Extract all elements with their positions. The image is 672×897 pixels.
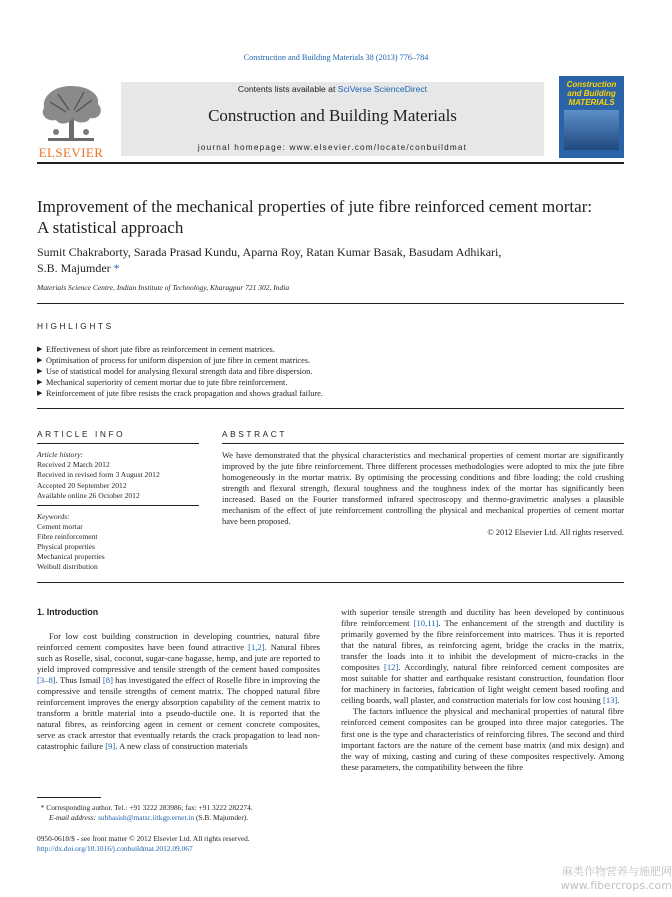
citation-link[interactable]: [9] bbox=[105, 741, 116, 752]
contents-prefix: Contents lists available at bbox=[237, 84, 338, 94]
highlights-heading: HIGHLIGHTS bbox=[37, 321, 114, 331]
sciencedirect-link[interactable]: SciVerse ScienceDirect bbox=[337, 84, 428, 94]
keyword: Mechanical properties bbox=[37, 551, 105, 561]
highlight-item bbox=[37, 344, 627, 355]
divider bbox=[37, 582, 624, 583]
journal-cover bbox=[559, 76, 624, 158]
highlight-item bbox=[37, 355, 627, 366]
divider bbox=[37, 505, 199, 506]
text-run: . A new class of construction materials bbox=[115, 741, 248, 752]
paragraph bbox=[37, 631, 320, 753]
history-item: Received in revised form 3 August 2012 bbox=[37, 470, 160, 480]
highlight-text: Optimisation of process for uniform dispersion of jute fibre in cement matrices. bbox=[46, 356, 311, 365]
keywords-label: Keywords: bbox=[37, 512, 70, 521]
keyword: Fibre reinforcement bbox=[37, 531, 98, 541]
homepage-line bbox=[121, 143, 544, 152]
journal-header-box bbox=[121, 82, 544, 156]
article-title-line-2: A statistical approach bbox=[37, 218, 184, 237]
body-column-right bbox=[341, 607, 624, 773]
citation-link[interactable]: [1,2] bbox=[248, 642, 265, 653]
article-history bbox=[37, 450, 207, 501]
abstract-heading: ABSTRACT bbox=[222, 429, 288, 439]
issn-line: 0950-0618/$ - see front matter © 2012 Elsevier Ltd. All rights reserved. bbox=[37, 834, 250, 843]
affiliation: Materials Science Centre, Indian Institute of Technology, Kharagpur 721 302, India bbox=[37, 283, 290, 292]
body-column-left bbox=[37, 631, 320, 753]
homepage-url[interactable]: www.elsevier.com/locate/conbuildmat bbox=[289, 143, 468, 152]
contents-line bbox=[121, 84, 544, 94]
watermark bbox=[544, 865, 672, 893]
journal-reference[interactable]: Construction and Building Materials 38 (2013) 776–784 bbox=[243, 53, 429, 62]
history-item: Received 2 March 2012 bbox=[37, 460, 110, 470]
cover-title: Construction and Building MATERIALS bbox=[566, 80, 617, 107]
divider bbox=[37, 443, 199, 444]
text-run: with superior tensile strength and ductility has been developed by continuous fibre reinforcement bbox=[341, 607, 624, 629]
triangle-bullet-icon: ▶ bbox=[37, 356, 43, 364]
highlight-item bbox=[37, 366, 627, 377]
keyword: Weibull distribution bbox=[37, 561, 98, 571]
abstract-text: We have demonstrated that the physical characteristics and mechanical properties of cement mortar are significantly improved by the jute fibre reinforcement. Three different processes methodologies were adopted to mix the jute fibre homogeneously in the mortar matrix. By optimising the processing conditions and fibre loading; the cold crushing strength and flexural strength, flexural toughness and the toughness index of the mortar has significantly been increased. Based on the Fourier transformed infrared spectroscopy and thermo-gravimetric analyses a plausible mechanism of the effect of jute reinforcement controlling the physical and mechanical properties of cement mortar have been proposed. bbox=[222, 451, 624, 526]
homepage-prefix: journal homepage: bbox=[197, 143, 290, 152]
highlight-text: Mechanical superiority of cement mortar due to jute fibre reinforcement. bbox=[46, 378, 288, 387]
citation-link[interactable]: [13] bbox=[602, 695, 618, 706]
copyright-line: © 2012 Elsevier Ltd. All rights reserved. bbox=[487, 528, 624, 537]
keyword: Physical properties bbox=[37, 541, 95, 551]
text-run: has investigated the effect of Roselle fibre in improving the compressive and tensile strengths of cement matrix. The chopped natural fibre reinforcement improves the energy absorption capability of the cement matrix to transform a brittle material into a pseudo-ductile one. It is reported that the natural fibres, as reinforcing agent in cement or cement concrete composites, serve as crack arrestor that eventually retards the crack propagation to lead non-catastrophic failure bbox=[37, 675, 321, 752]
paragraph bbox=[341, 607, 624, 706]
keywords bbox=[37, 512, 207, 571]
citation-link[interactable]: [3–8] bbox=[37, 675, 56, 686]
triangle-bullet-icon: ▶ bbox=[37, 345, 43, 353]
triangle-bullet-icon: ▶ bbox=[37, 378, 43, 386]
triangle-bullet-icon: ▶ bbox=[37, 389, 43, 397]
publisher-wordmark: ELSEVIER bbox=[38, 145, 104, 160]
history-item: Available online 26 October 2012 bbox=[37, 490, 140, 500]
tree-icon bbox=[36, 82, 106, 144]
email-link[interactable]: subhasish@matsc.iitkgp.ernet.in bbox=[98, 813, 195, 822]
divider bbox=[222, 443, 624, 444]
footnote-mark: * bbox=[40, 803, 45, 812]
paragraph: The factors influence the physical and mechanical properties of natural fibre reinforced cement composites can be grouped into three major categories. The first one is the type and characteristics of reinforcing fibres. The second and third important factors are the nature of the cement base matrix (and mix design) and the way of mixing, casting and curing of these composites respectively. Among these parameters, the compatibility between the fibre bbox=[341, 706, 624, 772]
triangle-bullet-icon: ▶ bbox=[37, 367, 43, 375]
journal-title: Construction and Building Materials bbox=[208, 106, 457, 125]
footnote-rule bbox=[37, 797, 101, 798]
article-info-heading: ARTICLE INFO bbox=[37, 429, 126, 439]
text-run: . Natural fibres such as Roselle, sisal, coconut, sugar-cane bagasse, hemp, and jute are reported to yield improved compressive and tensile strength of the cement based composites bbox=[37, 642, 320, 675]
citation-link[interactable]: [10,11] bbox=[413, 618, 439, 629]
divider bbox=[37, 303, 624, 304]
history-label: Article history: bbox=[37, 450, 84, 459]
citation-link[interactable]: [8] bbox=[102, 675, 113, 686]
highlight-text: Reinforcement of jute fibre resists the crack propagation and shows gradual failure. bbox=[46, 389, 323, 398]
history-item: Accepted 20 September 2012 bbox=[37, 480, 127, 490]
divider bbox=[37, 408, 624, 409]
elsevier-logo bbox=[36, 82, 106, 162]
watermark-line-2: www.fibercrops.com bbox=[560, 879, 672, 892]
text-run: . Thus Ismail bbox=[55, 675, 103, 686]
text-run: For low cost building construction in developing countries, natural fibre reinforced cement composites have been found attractive bbox=[37, 631, 320, 653]
text-run: . Accordingly, natural fibre reinforced cement composites are most suitable for shatter and earthquake resistant construction, foundation floor for machinery in factories, fabrication of light weight cement based roofing and ceiling boards, wall plaster, and construction materials for low cost housing bbox=[341, 662, 624, 706]
highlight-item bbox=[37, 388, 627, 399]
highlight-text: Use of statistical model for analysing flexural strength data and fibre dispersion. bbox=[46, 367, 313, 376]
text-run: . The enhancement of the strength and ductility is primarily governed by the fibre reinforcement into matrices. Thus it is reported that the natural fibres, as reinforcing agent, bridge the cracks in the matrix, transfer the loads into it to inhibit the development of micro-cracks in the composites bbox=[341, 618, 624, 673]
footnote-contact: Corresponding author. Tel.: +91 3222 283986; fax: +91 3222 282274. bbox=[46, 803, 253, 812]
highlights-list bbox=[37, 344, 627, 399]
page-footer bbox=[37, 834, 357, 854]
section-heading-introduction: 1. Introduction bbox=[37, 607, 99, 617]
doi-link[interactable]: http://dx.doi.org/10.1016/j.conbuildmat.2012.09.067 bbox=[37, 844, 193, 853]
corresponding-author-mark[interactable]: * bbox=[113, 261, 120, 275]
highlight-item bbox=[37, 377, 627, 388]
email-suffix: (S.B. Majumder). bbox=[194, 813, 249, 822]
citation-link[interactable]: [12] bbox=[383, 662, 399, 673]
header-rule bbox=[37, 162, 624, 164]
footnote bbox=[37, 803, 327, 823]
highlight-text: Effectiveness of short jute fibre as reinforcement in cement matrices. bbox=[46, 345, 275, 354]
cover-image bbox=[564, 110, 619, 150]
authors-line-2: S.B. Majumder bbox=[37, 261, 111, 275]
author-list bbox=[37, 244, 627, 276]
keyword: Cement mortar bbox=[37, 521, 83, 531]
article-title-line-1: Improvement of the mechanical properties of jute fibre reinforced cement mortar: bbox=[37, 197, 593, 216]
article-title bbox=[37, 196, 627, 238]
authors-line-1: Sumit Chakraborty, Sarada Prasad Kundu, Aparna Roy, Ratan Kumar Basak, Basudam Adhikari, bbox=[37, 245, 502, 259]
text-run: . bbox=[617, 695, 620, 706]
email-label: E-mail address: bbox=[49, 813, 98, 822]
watermark-line-1: 麻类作物营养与施肥网 bbox=[562, 865, 672, 878]
